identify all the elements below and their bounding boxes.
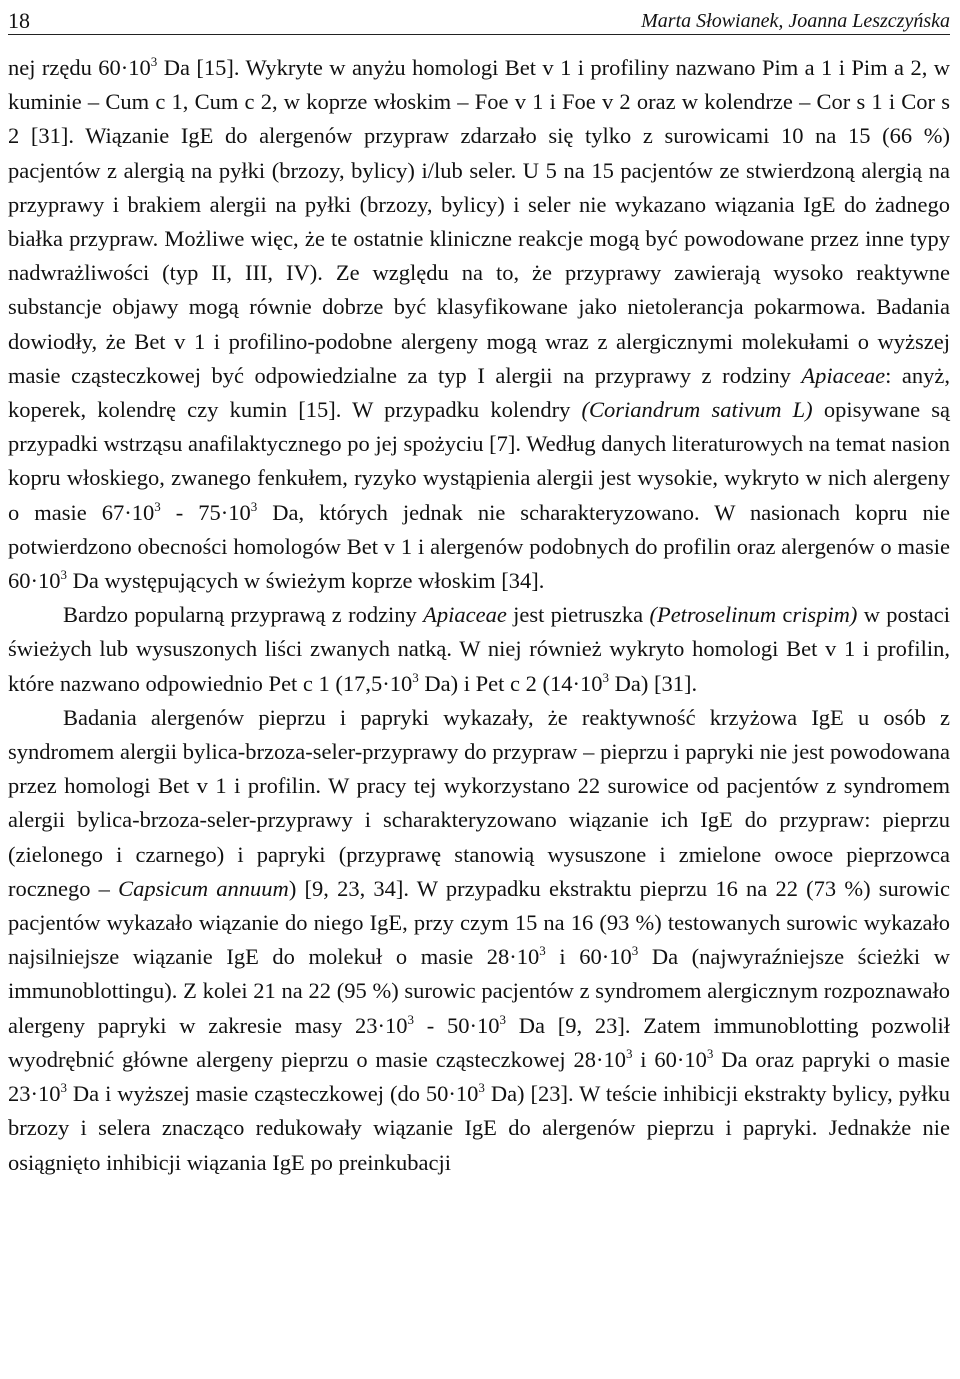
text-run: Badania alergenów pieprzu i papryki wykazały, że reaktywność krzyżowa IgE u osób z syndromem alergii bylica-brzoza-seler-przyprawy do przypraw – pieprzu i papryki nie jest powodowana przez homologi Bet v 1 i profilin. W pracy tej wykorzystano 22 surowice od pacjentów z syndromem alergii bylica-brzoza-seler-przyprawy i scharakteryzowano wiązanie ich IgE do przypraw: pieprzu (zielonego i czarnego) i papryki (przyprawę stanowią wysuszone i zmielone owoce pieprzowca rocznego – <box>8 704 950 901</box>
text-run: Da oraz papryki o masie 23·10 <box>8 1046 950 1107</box>
text-run: i 60·10 <box>632 1046 707 1072</box>
superscript-exponent: 3 <box>602 669 609 685</box>
text-run: Da [9, 23]. Zatem immunoblotting pozwolił wyodrębnić główne alergeny pieprzu o masie cząsteczkowej 28·10 <box>8 1012 950 1072</box>
text-run: Bardzo popularną przyprawą z rodziny <box>63 602 424 628</box>
text-run: Da występujących w świeżym koprze włoskim [34]. <box>67 568 545 594</box>
running-header <box>8 0 950 35</box>
paragraph-1 <box>8 51 950 598</box>
superscript-exponent: 3 <box>625 1045 633 1061</box>
text-run: jest pietruszka <box>506 602 650 628</box>
text-run: Da) i Pet c 2 (14·10 <box>418 670 603 696</box>
page-number: 18 <box>8 8 30 33</box>
italic-taxon: Capsicum annuum <box>118 875 289 901</box>
text-run: Da) [31]. <box>608 670 698 696</box>
text-run: c <box>776 602 793 628</box>
superscript-exponent: 3 <box>60 1080 67 1096</box>
italic-taxon: Apiaceae <box>801 362 886 388</box>
text-run: Da, których jednak nie scharakteryzowano. W nasionach kopru nie potwierdzono obecności homologów Bet v 1 i alergenów podobnych do profilin oraz alergenów o masie 60·10 <box>8 499 950 594</box>
superscript-exponent: 3 <box>539 943 546 959</box>
text-run: : anyż, koperek, kolendrę czy kumin [15]. W przypadku kolendry <box>8 362 950 423</box>
text-run: nej rzędu 60·10 <box>8 55 151 80</box>
superscript-exponent: 3 <box>631 943 639 959</box>
superscript-exponent: 3 <box>412 669 419 685</box>
superscript-exponent: 3 <box>407 1011 414 1027</box>
italic-taxon: Apiaceae <box>423 602 507 628</box>
italic-taxon: rispim) <box>792 602 858 628</box>
text-run: opisywane są przypadki wstrząsu anafilaktycznego po jej spożyciu [7]. Według danych literaturowych na temat nasion kopru włoskiego, zwanego fenkułem, ryzyko wystąpienia alergii jest wysokie, wykryto w nich alergeny o masie 67·10 <box>8 397 951 525</box>
superscript-exponent: 3 <box>478 1080 485 1096</box>
body-text <box>8 51 950 1180</box>
text-run: w postaci świeżych lub wysuszonych liści zwanych natką. W niej również wykryto homologi Bet v 1 i profilin, które nazwano odpowiednio Pet c 1 (17,5·10 <box>8 602 950 696</box>
superscript-exponent: 3 <box>499 1011 506 1027</box>
text-run: i 60·10 <box>545 944 632 970</box>
paragraph-2 <box>8 598 950 701</box>
text-run: ) [9, 23, 34]. W przypadku ekstraktu pieprzu 16 na 22 (73 %) surowic pacjentów wykazało wiązanie do niego IgE, przy czym 15 na 16 (93 %) testowanych surowic wykazało najsilniejsze wiązanie IgE do molekuł o masie 28·10 <box>8 875 951 970</box>
running-header-authors: Marta Słowianek, Joanna Leszczyńska <box>641 10 950 32</box>
text-run: - 50·10 <box>414 1012 500 1038</box>
text-run: - 75·10 <box>160 499 251 525</box>
superscript-exponent: 3 <box>250 498 258 514</box>
text-run: Da [15]. Wykryte w anyżu homologi Bet v 1 i profiliny nazwano Pim a 1 i Pim a 2, w kuminie – Cum c 1, Cum c 2, w koprze włoskim – Foe v 1 i Foe v 2 oraz w kolendrze – Cor s 1 i Cor s 2 [31]. Wiązanie IgE do alergenów przypraw zdarzało się tylko z surowicami 10 na 15 (66 %) pacjentów z alergią na pyłki (brzozy, bylicy) i/lub seler. U 5 na 15 pacjentów ze stwierdzoną alergią na przyprawy i brakiem alergii na pyłki (brzozy, bylicy) i seler nie wykazano wiązania IgE do żadnego białka przypraw. Możliwe więc, że te ostatnie kliniczne reakcje mogą być powodowane przez inne typy nadwrażliwości (typ II, III, IV). Ze względu na to, że przyprawy zawierają wysoko reaktywne substancje objawy mogą równie dobrze być klasyfikowane jako nietolerancja pokarmowa. Badania dowiodły, że Bet v 1 i profilino-podobne alergeny mogą wraz z alergicznymi molekułami o wyższej masie cząsteczkowej być odpowiedzialne za typ I alergii na przyprawy z rodziny <box>8 55 951 388</box>
italic-taxon: (Coriandrum sativum L) <box>581 397 813 423</box>
superscript-exponent: 3 <box>154 498 161 514</box>
text-run: Da) [23]. W teście inhibicji ekstrakty bylicy, pyłku brzozy i selera znacząco redukowały wiązanie IgE do alergenów pieprzu i papryki. Jednakże nie osiągnięto inhibicji wiązania IgE po preinkubacji <box>8 1081 950 1175</box>
italic-taxon: (Petroselinum <box>649 602 777 628</box>
superscript-exponent: 3 <box>706 1045 714 1061</box>
superscript-exponent: 3 <box>150 54 158 69</box>
superscript-exponent: 3 <box>60 567 67 583</box>
paragraph-3 <box>8 701 950 1180</box>
text-run: Da (najwyraźniejsze ścieżki w immunoblottingu). Z kolei 21 na 22 (95 %) surowic pacjentów z syndromem alergicznym rozpoznawało alergeny papryki w zakresie masy 23·10 <box>8 944 950 1038</box>
text-run: Da i wyższej masie cząsteczkowej (do 50·10 <box>67 1081 479 1107</box>
